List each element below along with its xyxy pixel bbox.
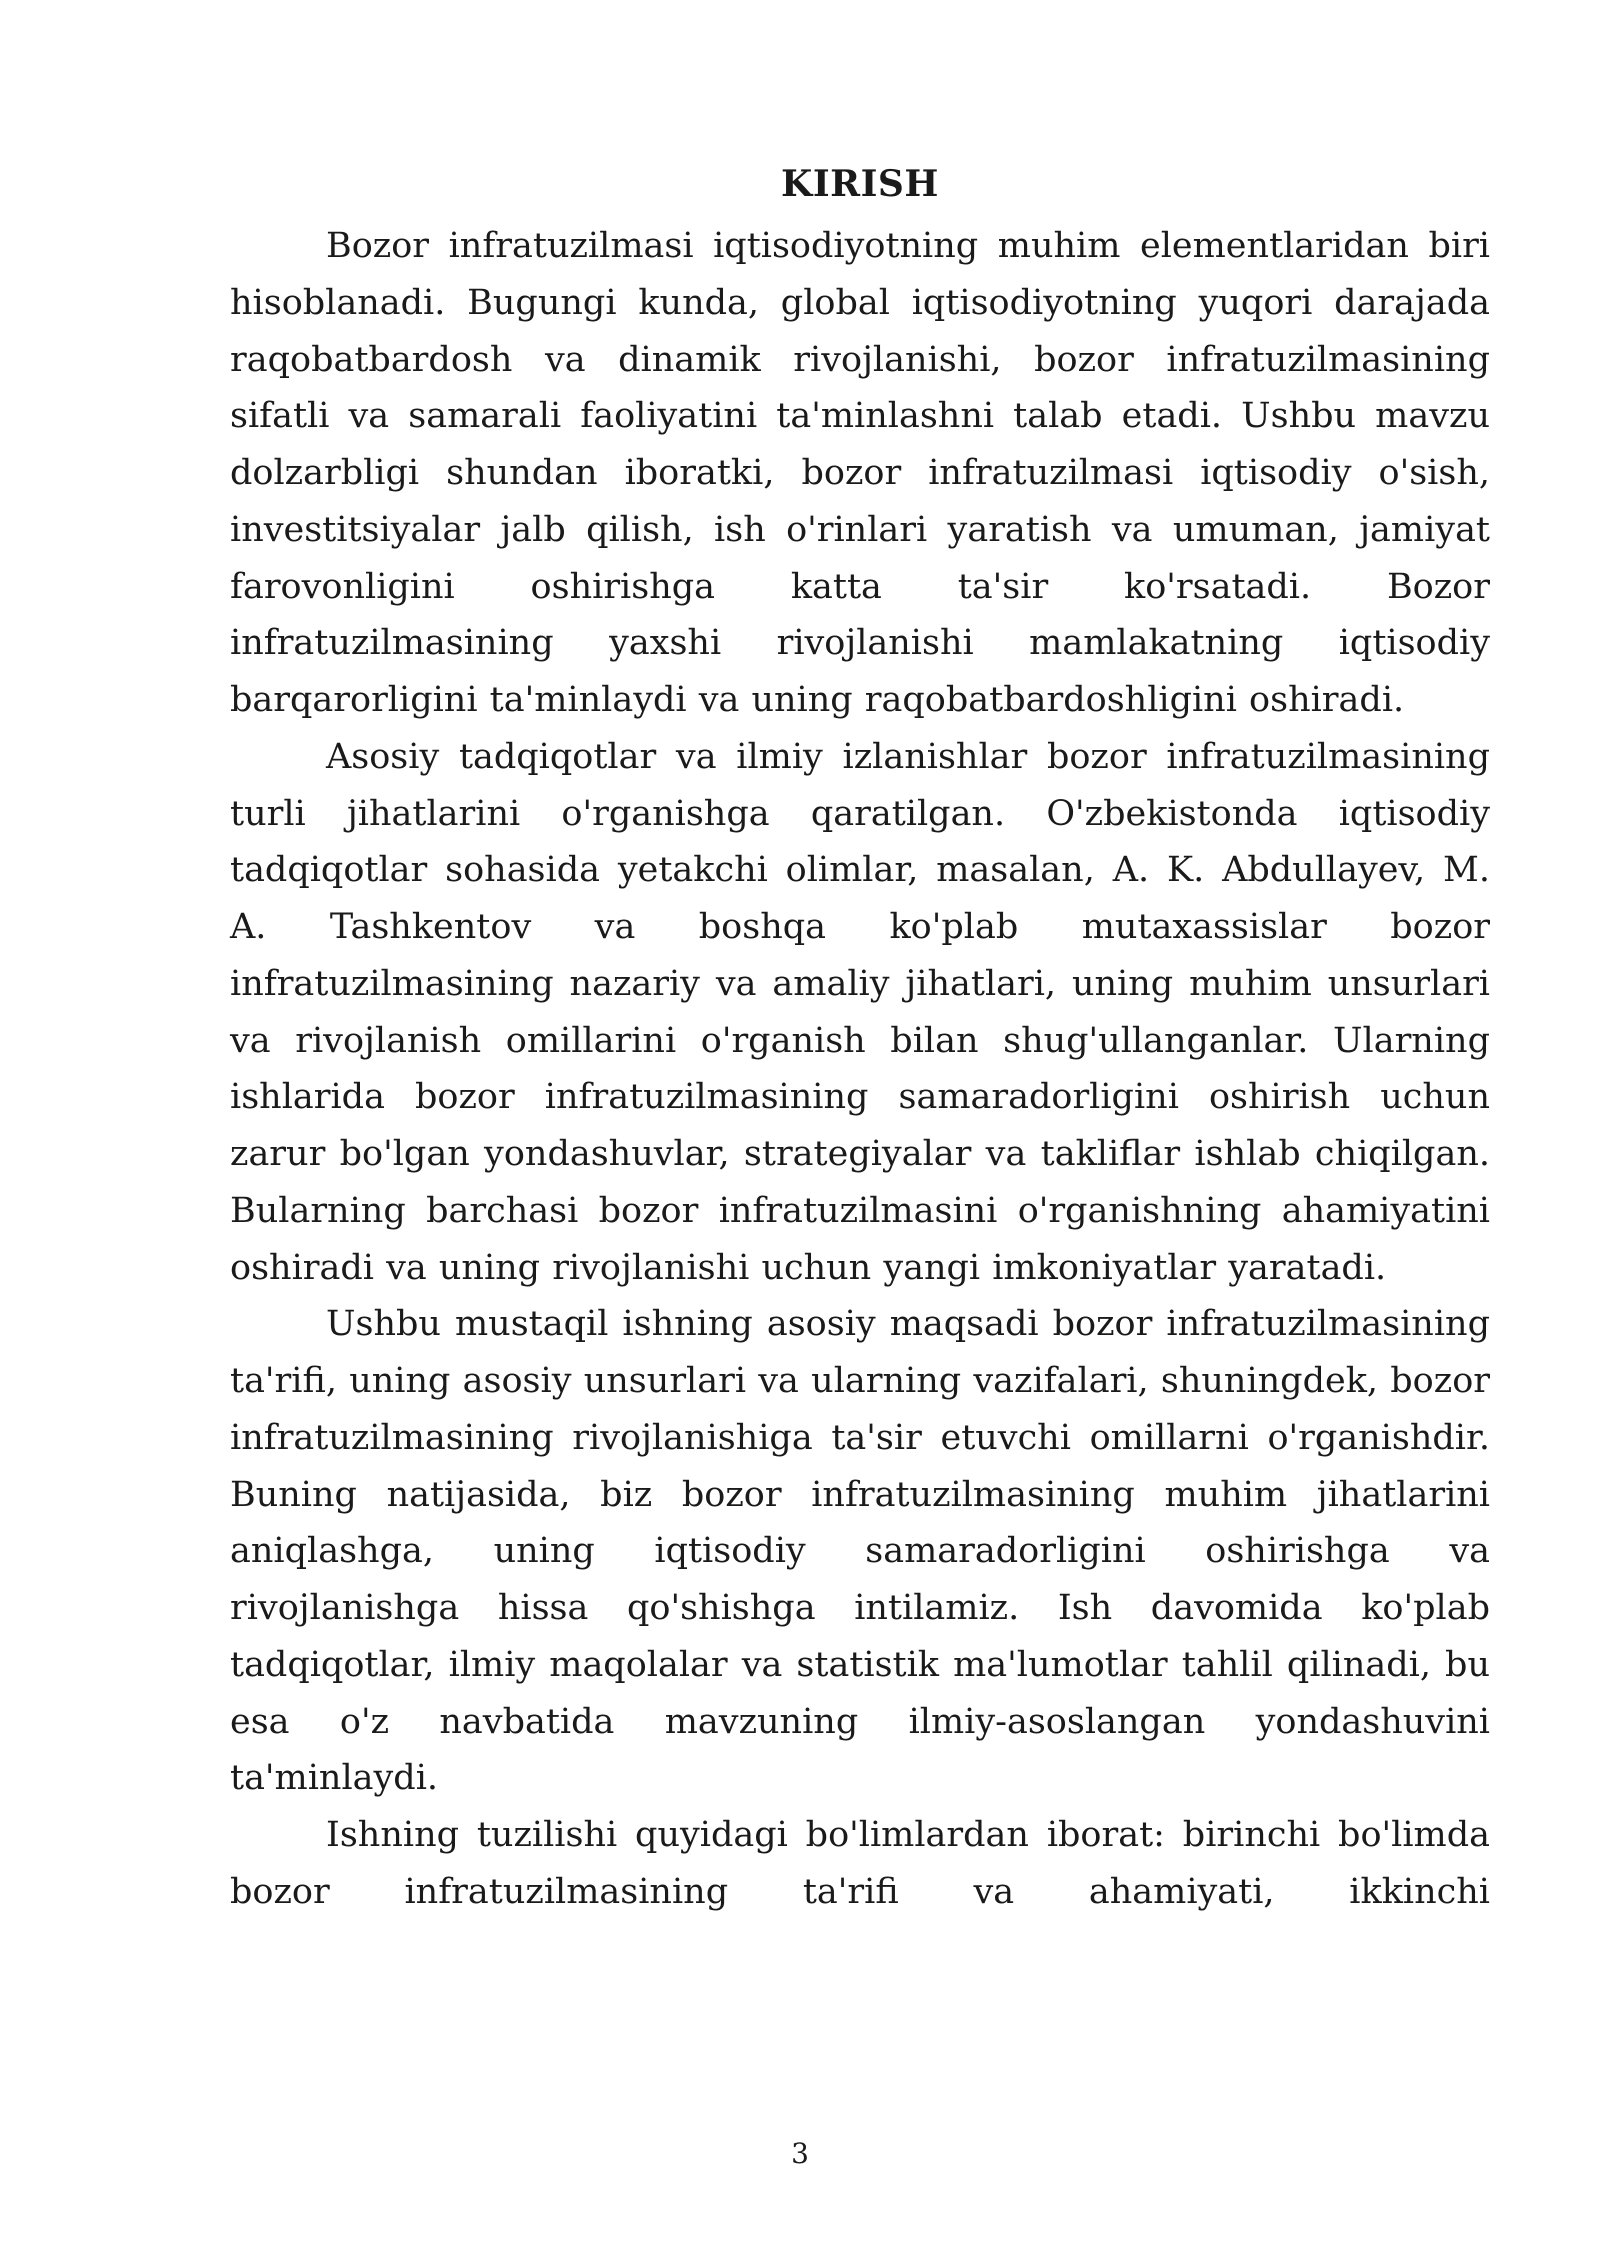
page-content [230,150,1490,1921]
paragraph-intro: Bozor infratuzilmasi iqtisodiyotning muhim elementlaridan biri hisoblanadi. Bugungi kunda, global iqtisodiyotning yuqori darajada raqobatbardosh va dinamik rivojlanishi, bozor infratuzilmasining sifatli va samarali faoliyatini ta'minlashni talab etadi. Ushbu mavzu dolzarbligi shundan iboratki, bozor infratuzilmasi iqtisodiy o'sish, investitsiyalar jalb qilish, ish o'rinlari yaratish va umuman, jamiyat farovonligini oshirishga katta ta'sir ko'rsatadi. Bozor infratuzilmasining yaxshi rivojlanishi mamlakatning iqtisodiy barqarorligini ta'minlaydi va uning raqobatbardoshligini oshiradi. [230,226,1490,720]
section-title: KIRISH [781,163,939,205]
page-number: 3 [791,2137,809,2170]
paragraph-research: Asosiy tadqiqotlar va ilmiy izlanishlar bozor infratuzilmasining turli jihatlarini o'rganishga qaratilgan. O'zbekistonda iqtisodiy tadqiqotlar sohasida yetakchi olimlar, masalan, A. K. Abdullayev, M. A. Tashkentov va boshqa ko'plab mutaxassislar bozor infratuzilmasining nazariy va amaliy jihatlari, uning muhim unsurlari va rivojlanish omillarini o'rganish bilan shug'ullanganlar. Ularning ishlarida bozor infratuzilmasining samaradorligini oshirish uchun zarur bo'lgan yondashuvlar, strategiyalar va takliflar ishlab chiqilgan. Bularning barchasi bozor infratuzilmasini o'rganishning ahamiyatini oshiradi va uning rivojlanishi uchun yangi imkoniyatlar yaratadi. [230,736,1490,1288]
paragraph-purpose: Ushbu mustaqil ishning asosiy maqsadi bozor infratuzilmasining ta'rifi, uning asosiy unsurlari va ularning vazifalari, shuningdek, bozor infratuzilmasining rivojlanishiga ta'sir etuvchi omillarni o'rganishdir. Buning natijasida, biz bozor infratuzilmasining muhim jihatlarini aniqlashga, uning iqtisodiy samaradorligini oshirishga va rivojlanishga hissa qo'shishga intilamiz. Ish davomida ko'plab tadqiqotlar, ilmiy maqolalar va statistik ma'lumotlar tahlil qilinadi, bu esa o'z navbatida mavzuning ilmiy-asoslangan yondashuvini ta'minlaydi. [230,1304,1490,1799]
paragraph-structure: Ishning tuzilishi quyidagi bo'limlardan iborat: birinchi bo'limda bozor infratuzilmasining ta'rifi va ahamiyati, ikkinchi [230,1815,1490,1912]
